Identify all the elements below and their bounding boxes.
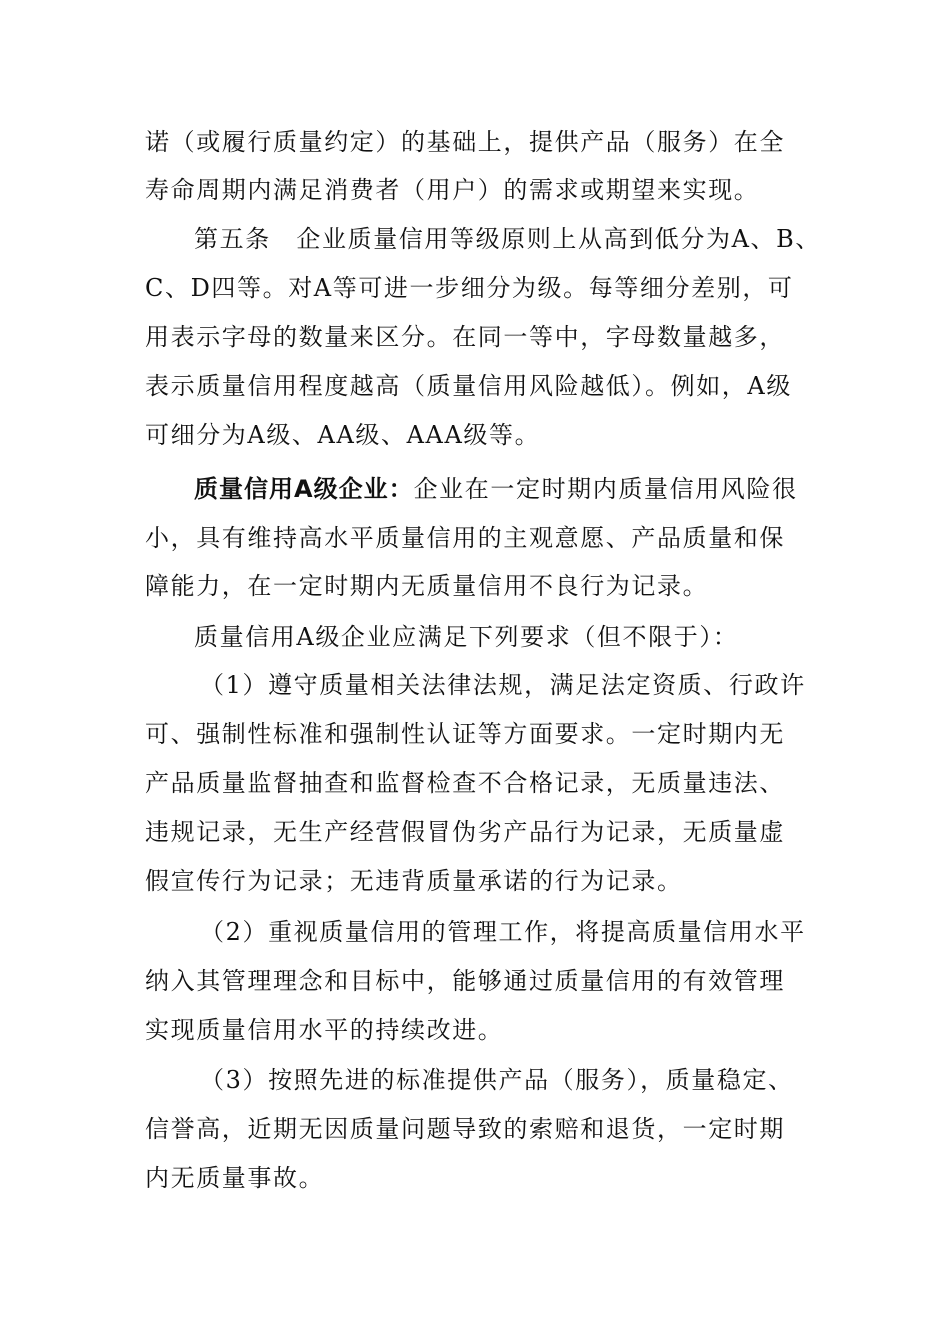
text-line: 可、强制性标准和强制性认证等方面要求。一定时期内无	[145, 720, 785, 748]
requirement-1-line: （1）遵守质量相关法律法规，满足法定资质、行政许	[200, 671, 806, 699]
text-line: 寿命周期内满足消费者（用户）的需求或期望来实现。	[145, 176, 760, 204]
text-line: C、D四等。对A等可进一步细分为级。每等细分差别，可	[145, 274, 794, 302]
text-line: 表示质量信用程度越高（质量信用风险越低）。例如，A级	[145, 372, 792, 400]
grade-label: 质量信用A级企业：	[194, 475, 414, 503]
text-line: 内无质量事故。	[145, 1164, 325, 1192]
text-line: 用表示字母的数量来区分。在同一等中，字母数量越多，	[145, 323, 785, 351]
text-line: 障能力，在一定时期内无质量信用不良行为记录。	[145, 572, 709, 600]
requirement-3-line: （3）按照先进的标准提供产品（服务），质量稳定、	[200, 1066, 794, 1094]
article-heading-line: 第五条 企业质量信用等级原则上从高到低分为A、B、	[194, 225, 821, 253]
text-line: 假宣传行为记录；无违背质量承诺的行为记录。	[145, 867, 683, 895]
text-line: 可细分为A级、AA级、AAA级等。	[145, 421, 541, 449]
text-line: 信誉高，近期无因质量问题导致的索赔和退货，一定时期	[145, 1115, 785, 1143]
grade-definition-line	[194, 471, 798, 507]
text-line: 小，具有维持高水平质量信用的主观意愿、产品质量和保	[145, 524, 785, 552]
grade-definition-text: 企业在一定时期内质量信用风险很	[413, 475, 798, 503]
text-line: 违规记录，无生产经营假冒伪劣产品行为记录，无质量虚	[145, 818, 785, 846]
text-line: 诺（或履行质量约定）的基础上，提供产品（服务）在全	[145, 128, 785, 156]
text-line: 产品质量监督抽查和监督检查不合格记录，无质量违法、	[145, 769, 785, 797]
text-line: 实现质量信用水平的持续改进。	[145, 1016, 504, 1044]
requirements-intro-line: 质量信用A级企业应满足下列要求（但不限于）：	[194, 623, 739, 651]
requirement-2-line: （2）重视质量信用的管理工作，将提高质量信用水平	[200, 918, 806, 946]
text-line: 纳入其管理理念和目标中，能够通过质量信用的有效管理	[145, 967, 785, 995]
